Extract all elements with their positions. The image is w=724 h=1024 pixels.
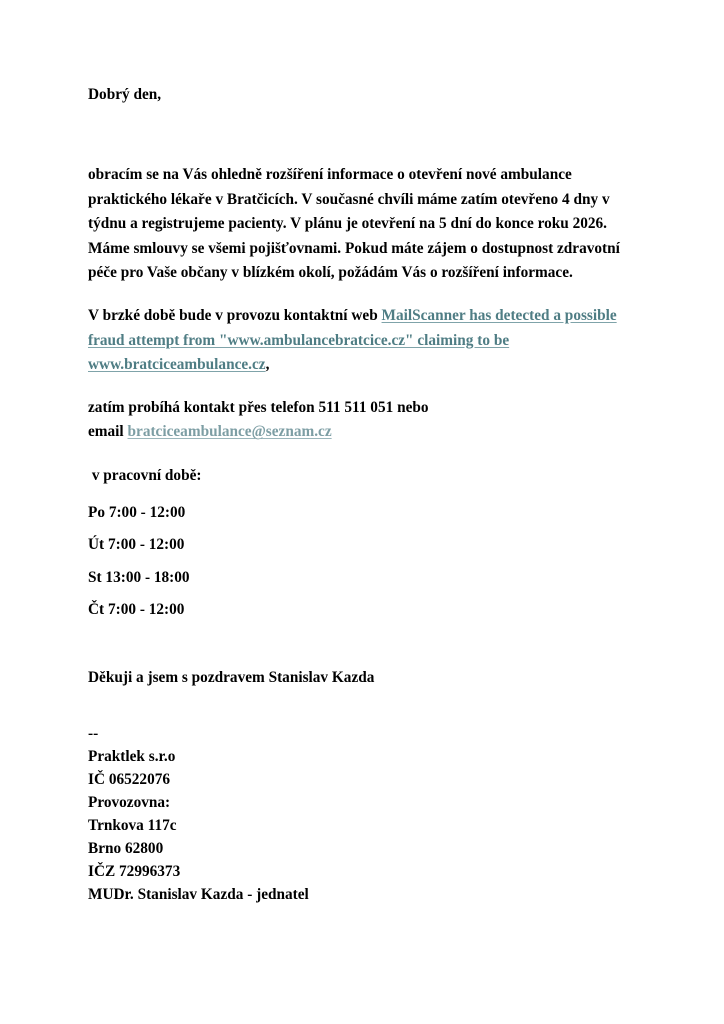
web-paragraph — [88, 304, 640, 378]
signature-icz: IČZ 72996373 — [88, 862, 181, 880]
spacer — [88, 445, 640, 463]
signature-ic: IČ 06522076 — [88, 770, 171, 788]
greeting-line: Dobrý den, — [88, 86, 162, 103]
spacer — [88, 690, 640, 722]
opening-hours-list — [88, 497, 640, 627]
signature-city: Brno 62800 — [88, 839, 164, 857]
hours-item-thursday: Čt 7:00 - 12:00 — [88, 601, 185, 619]
hours-item-wednesday: St 13:00 - 18:00 — [88, 568, 190, 586]
spacer — [88, 286, 640, 304]
contact-paragraph — [88, 396, 640, 445]
phone-contact-line: zatím probíhá kontakt přes telefon 511 511 051 nebo — [88, 398, 429, 416]
intro-paragraph: obracím se na Vás ohledně rozšíření informace o otevření nové ambulance praktického lékaře v Bratčicích. V současné chvíli máme zatím otevřeno 4 dny v týdnu a registrujeme pacienty. V plánu je otevření na 5 dní do konce roku 2026. Máme smlouvy se všemi pojišťovnami. Pokud máte zájem o dostupnost zdravotní péče pro Vaše občany v blízkém okolí, požádám Vás o rozšíření informace. — [88, 166, 620, 282]
signature-company: Praktlek s.r.o — [88, 747, 176, 765]
hours-heading: v pracovní době: — [88, 466, 202, 484]
hours-item-tuesday: Út 7:00 - 12:00 — [88, 536, 185, 554]
email-label: email — [88, 423, 128, 441]
spacer — [88, 107, 640, 163]
fraud-warning-link[interactable]: MailScanner has detected a possible fraud attempt from "www.ambulancebratcice.cz" claiming to be www.bratciceambulance.cz — [88, 306, 617, 374]
signature-street: Trnkova 117c — [88, 816, 177, 834]
spacer — [88, 488, 640, 497]
spacer — [88, 627, 640, 665]
web-paragraph-comma: , — [265, 356, 270, 374]
signature-name: MUDr. Stanislav Kazda - jednatel — [88, 885, 309, 903]
email-link[interactable]: bratciceambulance@seznam.cz — [127, 423, 332, 441]
signature-block — [88, 722, 640, 906]
web-paragraph-lead: V brzké době bude v provozu kontaktní web — [88, 306, 382, 324]
closing-line: Děkuji a jsem s pozdravem Stanislav Kazda — [88, 668, 375, 686]
email-body — [88, 82, 640, 906]
signature-separator: -- — [88, 724, 99, 742]
hours-item-monday: Po 7:00 - 12:00 — [88, 503, 186, 521]
spacer — [88, 378, 640, 396]
signature-premises-label: Provozovna: — [88, 793, 171, 811]
